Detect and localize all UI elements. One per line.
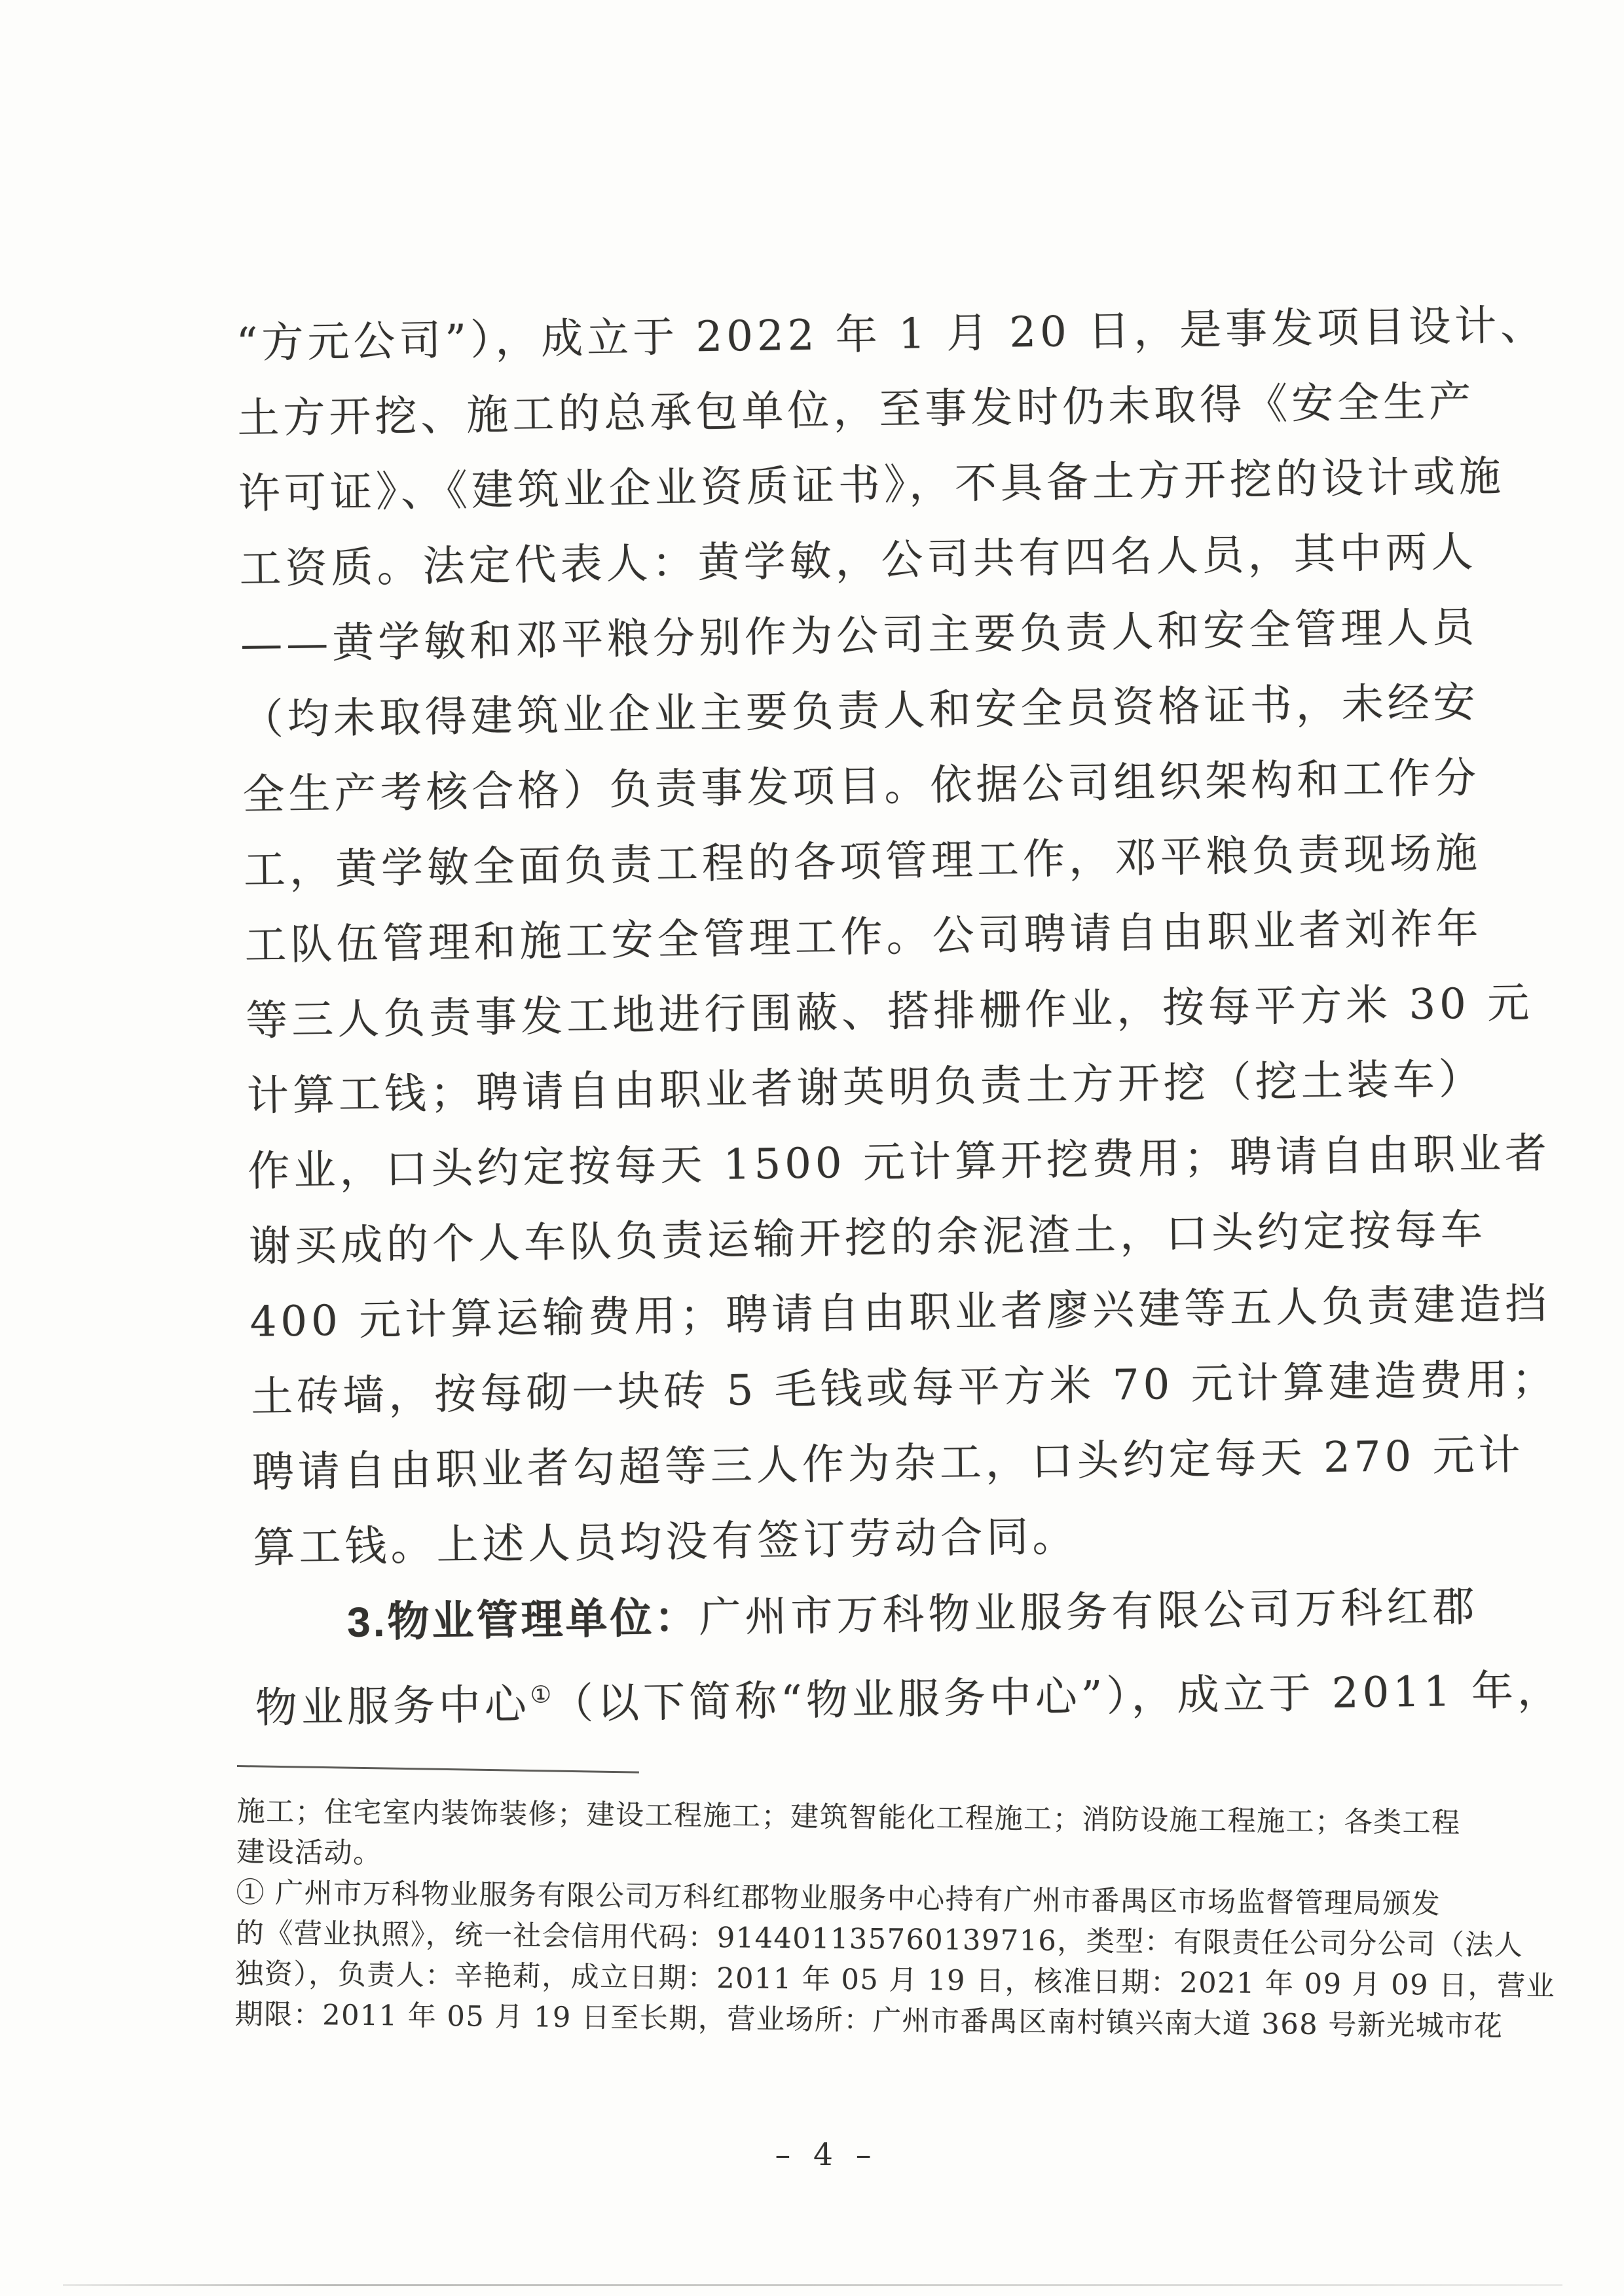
section-3-body-line (255, 1645, 1564, 1737)
body-line: 工资质。法定代表人：黄学敏，公司共有四名人员，其中两人 (239, 528, 1477, 594)
body-line: 计算工钱；聘请自由职业者谢英明负责土方开挖（挖土装车） (246, 1055, 1485, 1121)
footnote-separator (237, 1765, 639, 1774)
body-line: 作业，口头约定按每天 1500 元计算开挖费用；聘请自由职业者 (247, 1129, 1551, 1196)
footnote-line: 独资），负责人：辛艳莉，成立日期：2011 年 05 月 19 日，核准日期：2021 年 09 月 09 日，营业 (235, 1957, 1556, 2003)
footnote-continuation (236, 1791, 1461, 1884)
body-line: 等三人负责事发工地进行围蔽、搭排栅作业，按每平方米 30 元 (245, 979, 1534, 1046)
body-line: 聘请自由职业者勾超等三人作为杂工，口头约定每天 270 元计 (251, 1430, 1525, 1497)
section-3-heading-text: 广州市万科物业服务有限公司万科红郡 (698, 1582, 1479, 1643)
footnotes (234, 1791, 1556, 2047)
body-line: 许可证》、《建筑业企业资质证书》，不具备土方开挖的设计或施 (238, 452, 1505, 519)
section-3-text: 物业服务中心 (255, 1680, 531, 1733)
footnote-ref-1: ① (530, 1681, 552, 1709)
body-line: 400 元计算运输费用；聘请自由职业者廖兴建等五人负责建造挡 (249, 1280, 1551, 1347)
section-3-text-after-ref: （以下简称“物业服务中心”），成立于 2011 年， (551, 1666, 1564, 1729)
body-line: 全生产考核合格）负责事发项目。依据公司组织架构和工作分 (242, 754, 1481, 820)
body-line: 谢买成的个人车队负责运输开挖的余泥渣土，口头约定按每车 (248, 1205, 1487, 1271)
footnote-1 (234, 1872, 1556, 2047)
body-line: ——黄学敏和邓平粮分别作为公司主要负责人和安全管理人员 (240, 603, 1479, 669)
footnote-line: 的《营业执照》，统一社会信用代码：914401135760139716，类型：有限责任公司分公司（法人 (235, 1916, 1524, 1962)
body-line: 土方开挖、施工的总承包单位，至事发时仍未取得《安全生产 (236, 377, 1475, 443)
body-line: 算工钱。上述人员均没有签订劳动合同。 (252, 1512, 1079, 1573)
body-line: 工，黄学敏全面负责工程的各项管理工作，邓平粮负责现场施 (243, 829, 1482, 895)
body-line: （均未取得建筑业企业主要负责人和安全员资格证书，未经安 (241, 678, 1480, 744)
page-number: – 4 – (775, 2137, 878, 2173)
footnote-line: 期限：2011 年 05 月 19 日至长期，营业场所：广州市番禺区南村镇兴南大道 368 号新光城市花 (234, 1997, 1504, 2043)
body-line: 土砖墙，按每砌一块砖 5 毛钱或每平方米 70 元计算建造费用； (250, 1355, 1559, 1422)
footnote-line: 建设活动。 (236, 1835, 382, 1870)
footnote-line: ① 广州市万科物业服务有限公司万科红郡物业服务中心持有广州市番禺区市场监督管理局颁发 (236, 1876, 1441, 1921)
body-line: “方元公司”），成立于 2022 年 1 月 20 日，是事发项目设计、 (236, 301, 1547, 368)
paragraph-2-continuation (236, 289, 1559, 1511)
section-3-heading-label: 3.物业管理单位： (346, 1594, 699, 1646)
scan-artifact-line (63, 2284, 1562, 2286)
body-text (236, 289, 1564, 1737)
body-line: 工队伍管理和施工安全管理工作。公司聘请自由职业者刘祚年 (244, 904, 1483, 970)
footnote-line: 施工；住宅室内装饰装修；建设工程施工；建筑智能化工程施工；消防设施工程施工；各类工程 (236, 1795, 1461, 1840)
